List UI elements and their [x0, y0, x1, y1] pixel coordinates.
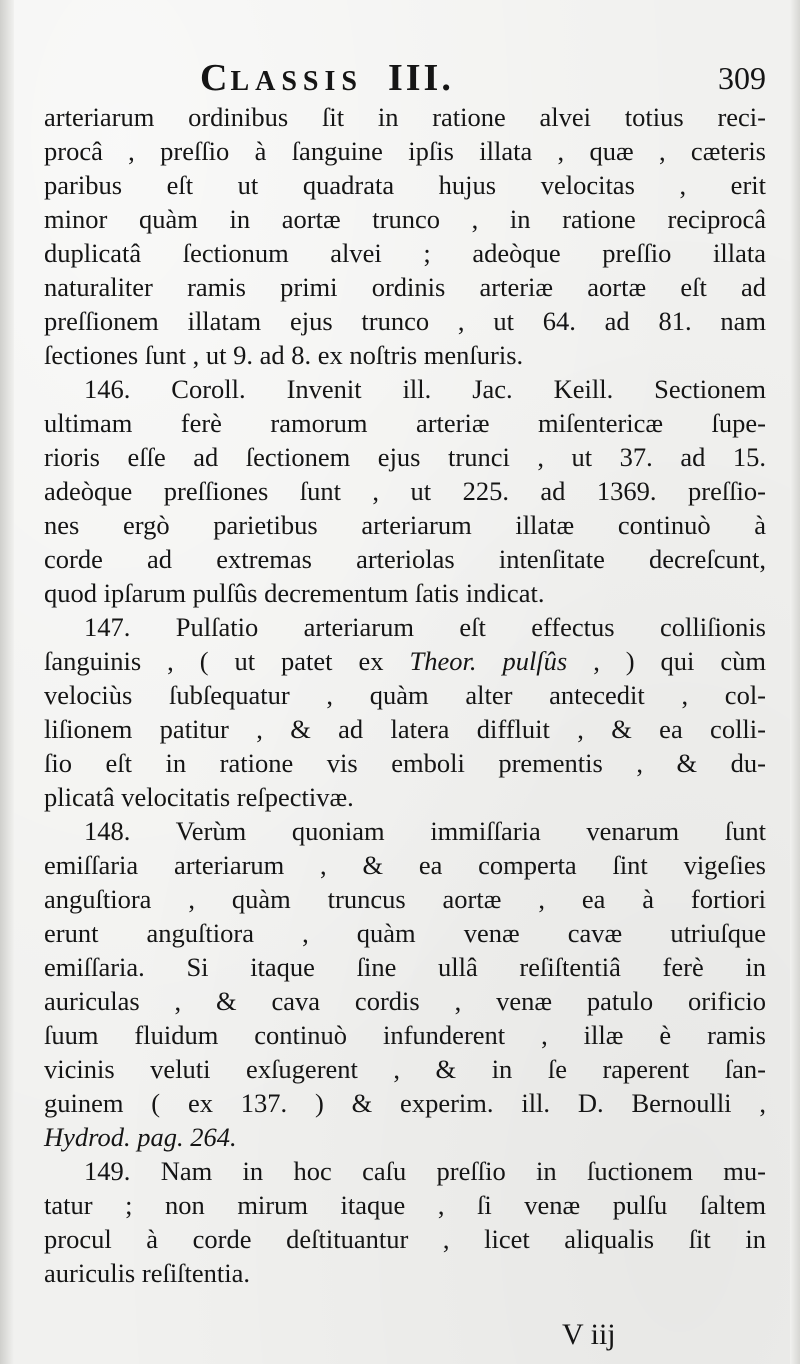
- text-line: auriculis reſiſtentia.: [44, 1258, 251, 1288]
- text-line: adeòque preſſiones ſunt , ut 225. ad 1369. preſſio-: [44, 476, 766, 506]
- running-head-rest: LASSIS: [230, 66, 363, 97]
- text-line: quod ipſarum pulſûs decrementum ſatis indicat.: [44, 578, 545, 608]
- text-line: ſanguinis , ( ut patet ex Theor. pulſûs , ) qui cùm: [44, 646, 766, 676]
- text-line: tatur ; non mirum itaque , ſi venæ pulſu ſaltem: [44, 1190, 766, 1220]
- text-line: ultimam ferè ramorum arteriæ miſentericæ ſupe-: [44, 408, 766, 438]
- paragraph-147-start: 147. Pulſatio arteriarum eſt effectus colliſionis: [84, 612, 766, 642]
- text-body: [44, 100, 766, 1290]
- text-line: procâ , preſſio à ſanguine ipſis illata , quæ , cæteris: [44, 136, 766, 166]
- text-line: ſectiones ſunt , ut 9. ad 8. ex noſtris menſuris.: [44, 340, 524, 370]
- text-line: arteriarum ordinibus ſit in ratione alvei totius reci-: [44, 102, 766, 132]
- running-head: [200, 56, 454, 100]
- signature-mark: V iij: [562, 1318, 616, 1351]
- text-line: duplicatâ ſectionum alvei ; adeòque preſſio illata: [44, 238, 766, 268]
- text-line: procul à corde deſtituantur , licet aliqualis ſit in: [44, 1224, 766, 1254]
- page-number: 309: [718, 60, 766, 96]
- page-header: [44, 52, 766, 98]
- text-line: minor quàm in aortæ trunco , in ratione reciprocâ: [44, 204, 766, 234]
- text-line: emiſſaria. Si itaque ſine ullâ reſiſtentiâ ferè in: [44, 952, 766, 982]
- running-head-initial: C: [200, 57, 231, 99]
- text-line: paribus eſt ut quadrata hujus velocitas , erit: [44, 170, 766, 200]
- paragraph-148-start: 148. Verùm quoniam immiſſaria venarum ſunt: [84, 816, 766, 846]
- text-line: guinem ( ex 137. ) & experim. ill. D. Bernoulli ,: [44, 1088, 766, 1118]
- text-line: ſuum fluidum continuò infunderent , illæ è ramis: [44, 1020, 766, 1050]
- citation-line: Hydrod. pag. 264.: [44, 1122, 237, 1152]
- page-edge-shadow-right: [790, 0, 800, 1364]
- text-line: emiſſaria arteriarum , & ea comperta ſint vigeſies: [44, 850, 766, 880]
- text-line: auriculas , & cava cordis , venæ patulo orificio: [44, 986, 766, 1016]
- text-line: anguſtiora , quàm truncus aortæ , ea à fortiori: [44, 884, 766, 914]
- text-line: plicatâ velocitatis reſpectivæ.: [44, 782, 354, 812]
- text-line: ſio eſt in ratione vis emboli prementis , & du-: [44, 748, 766, 778]
- text-line: corde ad extremas arteriolas intenſitate decreſcunt,: [44, 544, 766, 574]
- text-line: vicinis veluti exſugerent , & in ſe raperent ſan-: [44, 1054, 766, 1084]
- running-head-numeral: III.: [387, 57, 454, 99]
- text-line: erunt anguſtiora , quàm venæ cavæ utriuſque: [44, 918, 766, 948]
- page-edge-shadow-left: [0, 0, 14, 1364]
- text-line: velociùs ſubſequatur , quàm alter antecedit , col-: [44, 680, 766, 710]
- text-line: liſionem patitur , & ad latera diffluit , & ea colli-: [44, 714, 766, 744]
- text-line: preſſionem illatam ejus trunco , ut 64. ad 81. nam: [44, 306, 766, 336]
- paragraph-146-start: 146. Coroll. Invenit ill. Jac. Keill. Sectionem: [84, 374, 766, 404]
- text-line: nes ergò parietibus arteriarum illatæ continuò à: [44, 510, 766, 540]
- paragraph-149-start: 149. Nam in hoc caſu preſſio in ſuctionem mu-: [84, 1156, 766, 1186]
- text-line: rioris eſſe ad ſectionem ejus trunci , ut 37. ad 15.: [44, 442, 766, 472]
- text-line: naturaliter ramis primi ordinis arteriæ aortæ eſt ad: [44, 272, 766, 302]
